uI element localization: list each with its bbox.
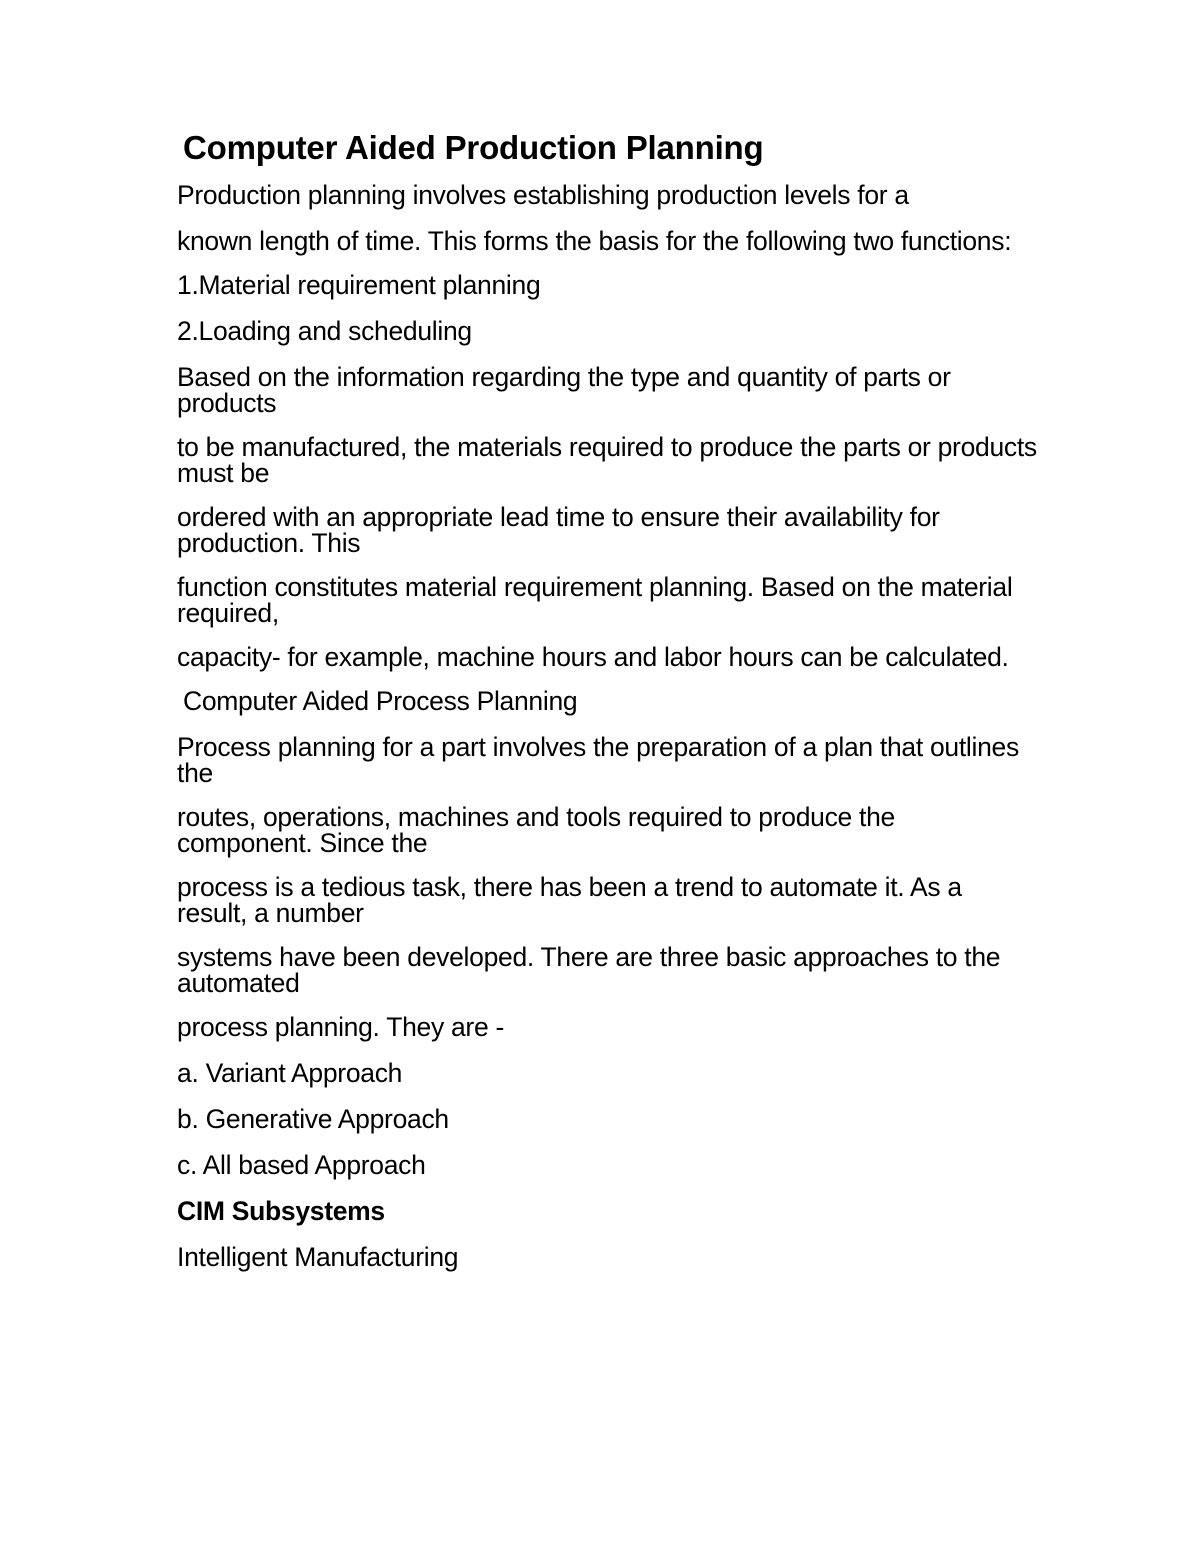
paragraph: function constitutes material requirement planning. Based on the material required, <box>177 572 1013 628</box>
list-item: a. Variant Approach <box>177 1058 403 1088</box>
list-item: c. All based Approach <box>177 1150 426 1180</box>
paragraph: Based on the information regarding the type and quantity of parts or products <box>177 362 951 418</box>
paragraph: process is a tedious task, there has been a trend to automate it. As a result, a number <box>177 872 962 928</box>
paragraph: known length of time. This forms the basis for the following two functions: <box>177 226 1012 256</box>
document-content <box>177 128 1037 1290</box>
list-item: 2.Loading and scheduling <box>177 316 472 346</box>
paragraph: Production planning involves establishing production levels for a <box>177 180 909 210</box>
paragraph: process planning. They are - <box>177 1012 504 1042</box>
paragraph: capacity- for example, machine hours and labor hours can be calculated. <box>177 642 1009 672</box>
paragraph: systems have been developed. There are three basic approaches to the automated <box>177 942 1001 998</box>
list-item: b. Generative Approach <box>177 1104 449 1134</box>
section-subheading: Computer Aided Process Planning <box>183 686 578 716</box>
paragraph: ordered with an appropriate lead time to ensure their availability for production. This <box>177 502 940 558</box>
paragraph: routes, operations, machines and tools required to produce the component. Since the <box>177 802 895 858</box>
list-item: 1.Material requirement planning <box>177 270 541 300</box>
paragraph: Process planning for a part involves the preparation of a plan that outlines the <box>177 732 1019 788</box>
paragraph: Intelligent Manufacturing <box>177 1242 459 1272</box>
paragraph: to be manufactured, the materials required to produce the parts or products must be <box>177 432 1037 488</box>
document-title: Computer Aided Production Planning <box>183 129 764 166</box>
section-heading: CIM Subsystems <box>177 1196 385 1226</box>
